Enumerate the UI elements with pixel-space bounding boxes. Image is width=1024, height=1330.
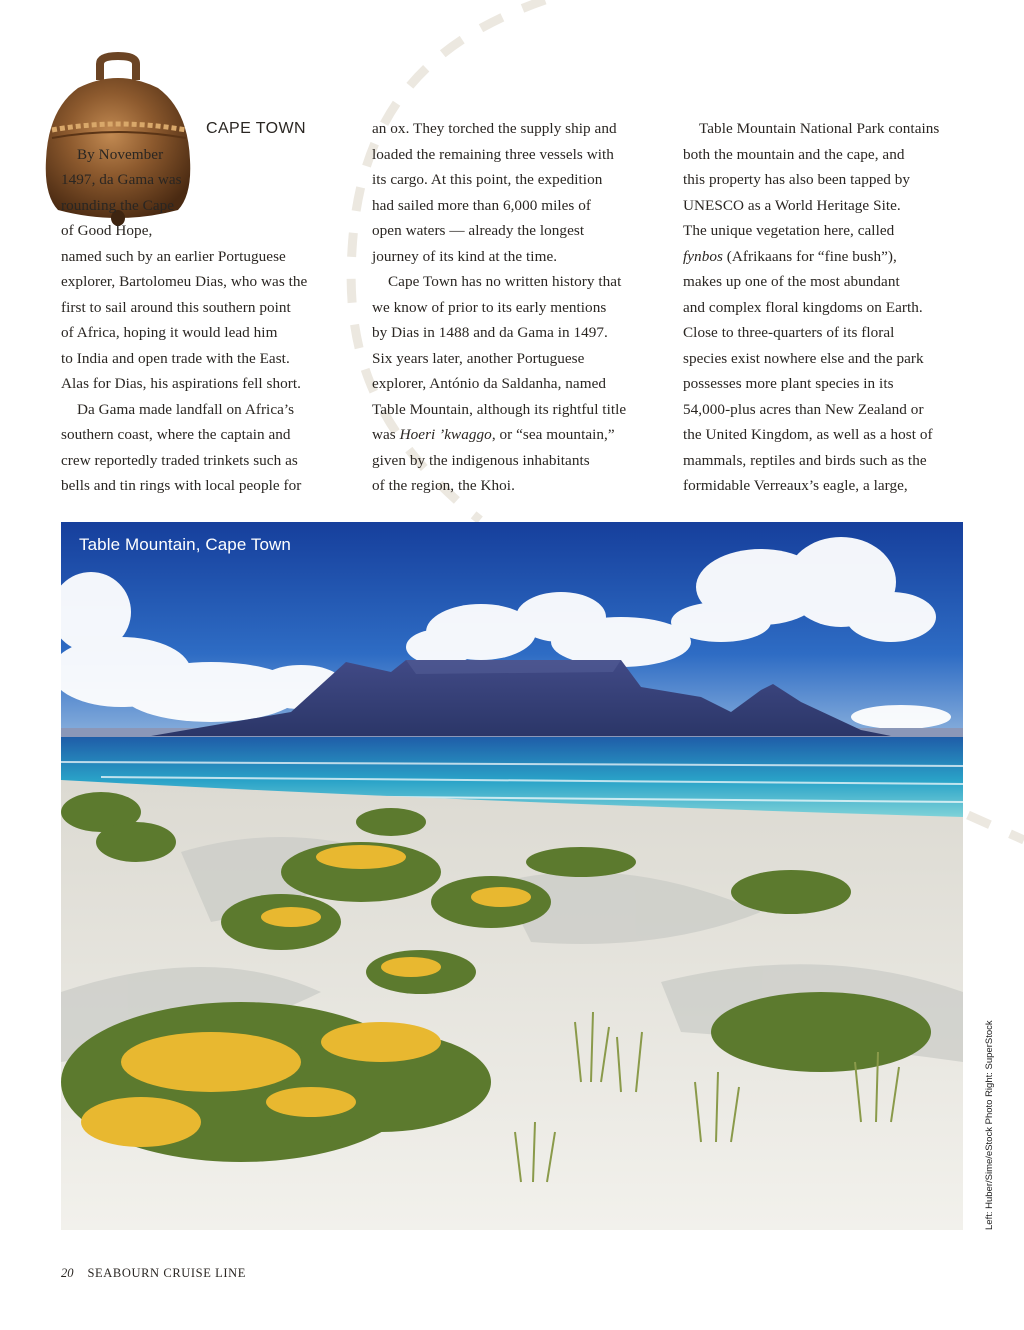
text-column-2 <box>372 116 657 499</box>
line-with-italic: was Hoeri ’kwaggo, or “sea mountain,” <box>372 426 615 443</box>
photo-credit: Left: Huber/Sime/eStock Photo Right: SuperStock <box>984 1020 995 1230</box>
page-footer <box>61 1266 246 1281</box>
publication-name: SEABOURN CRUISE LINE <box>87 1266 247 1280</box>
paragraph-history: Cape Town has no written history that we know of prior to its early mentions by Dias in 1488 and da Gama in 1497. Six years later, another Portuguese explorer, António da Saldanha, named Table Mountain, although its rightful title was Hoeri ’kwaggo, or “sea mountain,” given by the indigenous inhabitants of the region, the Khoi. <box>372 269 657 499</box>
photo-caption: Table Mountain, Cape Town <box>79 535 291 554</box>
line-with-italic: fynbos (Afrikaans for “fine bush”), <box>683 247 897 265</box>
landscape-illustration <box>61 522 963 1230</box>
paragraph-dias: named such by an earlier Portuguese explorer, Bartolomeu Dias, who was the first to sail around this southern point of Africa, hoping it would lead him to India and open trade with the East. Alas for Dias, his aspirations fell short. <box>61 247 308 392</box>
paragraph-national-park: Table Mountain National Park contains both the mountain and the cape, and this property has also been tapped by UNESCO as a World Heritage Site. The unique vegetation here, called fynbos (Afrikaans for “fine bush”), makes up one of the most abundant and complex floral kingdoms on Earth. Close to three-quarters of its floral species exist nowhere else and the park possesses more plant species in its 54,000-plus acres than New Zealand or the United Kingdom, as well as a host of mammals, reptiles and birds such as the formidable Verreaux’s eagle, a large, <box>683 116 968 499</box>
table-mountain-photo <box>61 522 963 1230</box>
page-number: 20 <box>61 1266 74 1280</box>
text-column-1 <box>61 116 336 499</box>
paragraph-expedition: an ox. They torched the supply ship and loaded the remaining three vessels with its cargo. At this point, the expedition had sailed more than 6,000 miles of open waters — already the longest journey of its kind at the time. <box>372 120 617 265</box>
paragraph-landfall: Da Gama made landfall on Africa’s southern coast, where the captain and crew reportedly traded trinkets such as bells and tin rings with local people for <box>61 400 302 494</box>
text-column-3 <box>683 116 968 499</box>
section-heading: CAPE TOWN <box>206 120 306 137</box>
wrapped-paragraph-start: By November 1497, da Gama was rounding the Cape of Good Hope, <box>61 145 182 239</box>
